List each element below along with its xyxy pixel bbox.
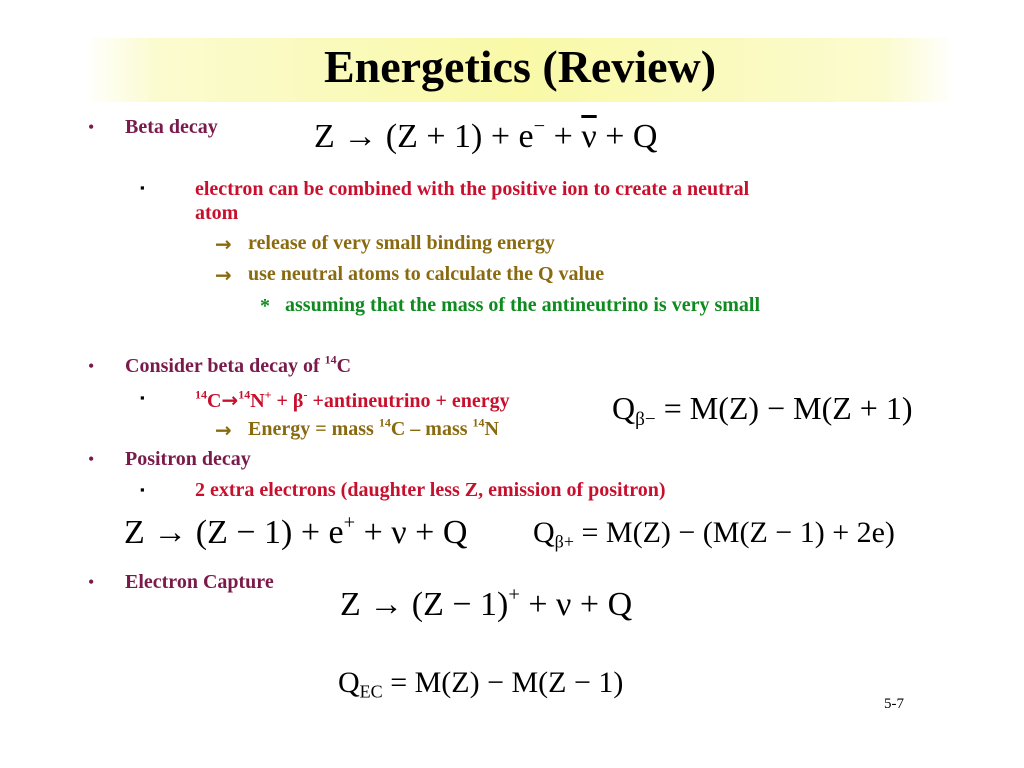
star-icon: * (260, 295, 270, 317)
electron-combine-text-cont: atom (195, 202, 239, 224)
beta-decay-equation: $Z \to (Z + 1) + e^- + \overline{\nu} + Q$ (314, 115, 658, 155)
positron-decay-label: Positron decay (125, 448, 251, 470)
square-bullet-icon: ▪ (140, 390, 145, 405)
square-bullet-icon: ▪ (140, 482, 145, 497)
c14-reaction-text: $^{14}$C→$^{14}$N+ + β- +antineutrino + energy (195, 387, 510, 412)
binding-energy-text: release of very small binding energy (248, 232, 555, 254)
electron-combine-text: electron can be combined with the positive ion to create a neutral (195, 178, 750, 200)
q-beta-plus-equation: $Q_{\beta+} = M(Z) - (M(Z - 1) + 2e)$ (533, 516, 895, 552)
beta-decay-label: Beta decay (125, 116, 218, 138)
positron-decay-equation: Z → (Z − 1) + e+ + ν + Q (124, 511, 468, 551)
bullet-icon: • (88, 449, 95, 469)
electron-capture-label: Electron Capture (125, 571, 274, 593)
bullet-icon: • (88, 117, 95, 137)
bullet-icon: • (88, 572, 95, 592)
slide-title: Energetics (Review) (323, 41, 717, 92)
arrow-icon: → (215, 263, 232, 287)
arrow-icon: → (215, 232, 232, 256)
q-ec-equation: $Q_{EC} = M(Z) - M(Z - 1)$ (338, 666, 624, 702)
q-beta-minus-equation: $Q_{\beta-} = M(Z) - M(Z + 1)$ (612, 390, 913, 430)
square-bullet-icon: ▪ (140, 180, 145, 195)
energy-mass-text: Energy = mass $^{14}$C – mass $^{14}$N (248, 415, 499, 440)
extra-electrons-text: 2 extra electrons (daughter less Z, emission of positron) (195, 479, 666, 501)
page-number: 5-7 (884, 696, 904, 712)
c14-decay-label: Consider beta decay of $^{14}$C (125, 352, 352, 377)
antineutrino-mass-text: assuming that the mass of the antineutrino is very small (285, 294, 761, 316)
bullet-icon: • (88, 356, 95, 376)
neutral-atoms-text: use neutral atoms to calculate the Q value (248, 263, 605, 285)
arrow-icon: → (215, 418, 232, 442)
electron-capture-equation: Z → (Z − 1)+ + ν + Q (340, 583, 633, 623)
